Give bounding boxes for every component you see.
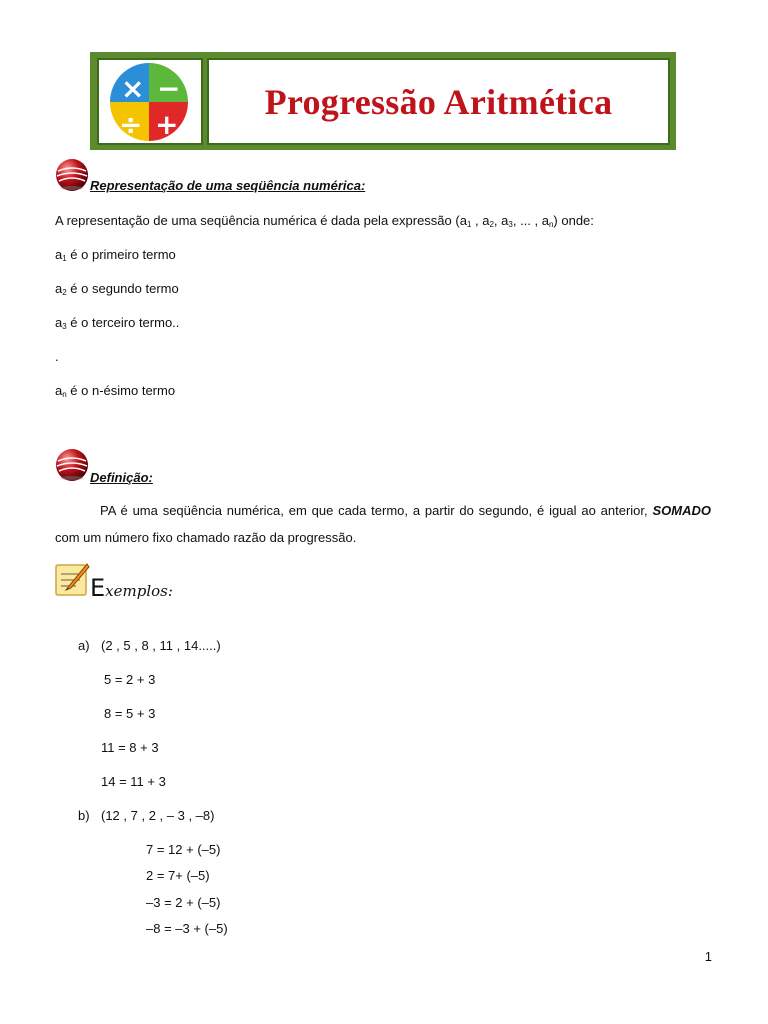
example-b-sequence: (12 , 7 , 2 , – 3 , –8) [101, 808, 215, 823]
logo-box [97, 58, 203, 145]
logo-plus: + [155, 108, 179, 141]
notepad-pencil-icon [54, 561, 90, 597]
example-a-line: 5 = 2 + 3 [104, 672, 156, 687]
section-heading-representacao: Representação de uma seqüência numérica: [90, 178, 366, 193]
example-a-label: a) [78, 638, 90, 653]
example-a-line: 8 = 5 + 3 [104, 706, 156, 721]
example-a-line: 14 = 11 + 3 [101, 774, 166, 789]
example-b-line: 7 = 12 + (–5) [146, 842, 221, 857]
title-box [207, 58, 670, 145]
example-b-line: 2 = 7+ (–5) [146, 868, 210, 883]
logo-minus: − [157, 72, 181, 105]
example-b-line: –8 = –3 + (–5) [146, 921, 228, 936]
example-a-line: 11 = 8 + 3 [101, 740, 159, 755]
term-line: $a_n$ é o n-ésimo termo [55, 383, 176, 399]
logo-divide: ÷ [119, 108, 143, 141]
term-line: $a_2$ é o segundo termo [55, 281, 179, 297]
term-line: $a_3$ é o terceiro termo.. [55, 315, 180, 331]
term-line: $a_1$ é o primeiro termo [55, 247, 176, 263]
sphere-bullet-icon [54, 447, 90, 483]
term-line: . [55, 349, 59, 364]
examples-heading: Exemplos: [90, 574, 173, 602]
example-b-label: b) [78, 808, 90, 823]
definition-paragraph: PA é uma seqüência numérica, em que cada termo, a partir do segundo, é igual ao anterior, SOMADO com um número fixo chamado razão da progressão. [55, 503, 711, 545]
logo-times: × [121, 72, 145, 105]
page-number: 1 [704, 949, 712, 964]
sphere-bullet-icon [54, 157, 90, 193]
example-a-sequence: (2 , 5 , 8 , 11 , 14.....) [101, 638, 221, 653]
section-heading-definicao: Definição: [90, 470, 153, 485]
intro-line: A representação de uma seqüência numérica é dada pela expressão ($a_1$ , $a_2$, $a_3$, ... , $a_n$) onde: [55, 213, 594, 229]
math-logo-icon [99, 60, 201, 143]
somado-emphasis: SOMADO [652, 503, 711, 518]
example-b-line: –3 = 2 + (–5) [146, 895, 221, 910]
page-title: Progressão Aritmética [264, 81, 613, 122]
